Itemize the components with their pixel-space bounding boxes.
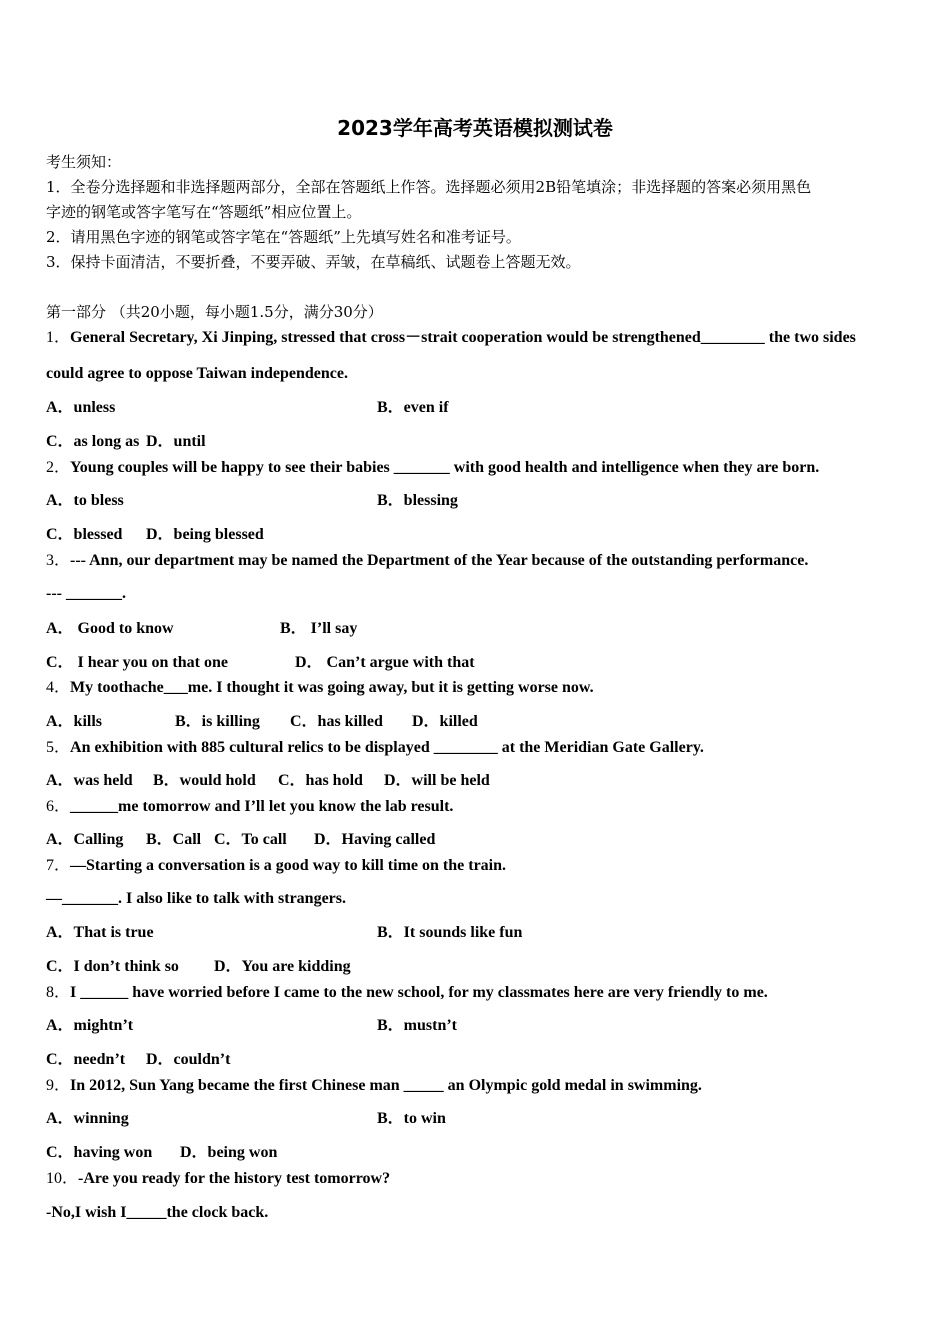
question-number: 3． [46,552,71,569]
question-9 [46,1075,702,1096]
q4-option-b: B．is killing [175,713,260,730]
question-number: 10． [46,1170,79,1187]
q5-option-b: B．would hold [153,772,256,789]
question-stem: ______me tomorrow and I’ll let you know the lab result. [70,798,454,815]
q3-option-a: A． Good to know [46,620,174,637]
q1-option-d: D．until [146,433,206,450]
question-10-reply: -No,I wish I_____the clock back. [46,1204,269,1221]
q6-option-a: A．Calling [46,831,124,848]
q9-option-a: A．winning [46,1110,129,1127]
q7-option-d: D．You are kidding [214,958,351,975]
question-8 [46,982,768,1003]
q6-option-c: C．To call [214,831,287,848]
q9-option-c: C．having won [46,1144,153,1161]
notice-line-3: 3．保持卡面清洁，不要折叠，不要弄破、弄皱，在草稿纸、试题卷上答题无效。 [46,253,581,271]
question-1 [46,327,856,348]
question-7-reply: —_______. I also like to talk with strangers. [46,890,346,907]
question-number: 6． [46,798,71,815]
q8-option-d: D．couldn’t [146,1051,231,1068]
q2-option-d: D．being blessed [146,526,264,543]
question-number: 2． [46,459,71,476]
q3-option-d: D． Can’t argue with that [295,654,475,671]
question-7 [46,855,506,876]
q3-option-c: C． I hear you on that one [46,654,228,671]
question-stem: --- Ann, our department may be named the Department of the Year because of the outstanding performance. [70,552,809,569]
q5-option-c: C．has hold [278,772,363,789]
q1-option-a: A．unless [46,399,116,416]
question-1-stem-continued: could agree to oppose Taiwan independence. [46,365,348,382]
question-number: 8． [46,984,71,1001]
q7-option-a: A．That is true [46,924,154,941]
q3-option-b: B． I’ll say [280,620,358,637]
q2-option-a: A．to bless [46,492,124,509]
q6-option-d: D．Having called [314,831,436,848]
q8-option-a: A．mightn’t [46,1017,134,1034]
question-5 [46,737,704,758]
question-number: 5． [46,739,71,756]
q8-option-c: C．needn’t [46,1051,126,1068]
q9-option-b: B．to win [377,1110,446,1127]
question-stem: An exhibition with 885 cultural relics to be displayed ________ at the Meridian Gate Gallery. [70,739,704,756]
question-number: 7． [46,857,71,874]
q2-option-b: B．blessing [377,492,458,509]
q5-option-a: A．was held [46,772,133,789]
q4-option-c: C．has killed [290,713,383,730]
q4-option-d: D．killed [412,713,478,730]
question-3-reply: --- _______. [46,585,126,602]
q4-option-a: A．kills [46,713,103,730]
question-6 [46,796,453,817]
question-4 [46,677,594,698]
page-title: 2023学年高考英语模拟测试卷 [337,116,613,140]
question-stem: -Are you ready for the history test tomorrow? [78,1170,391,1187]
q7-option-c: C．I don’t think so [46,958,179,975]
question-number: 1． [46,329,71,346]
q5-option-d: D．will be held [384,772,490,789]
q9-option-d: D．being won [180,1144,278,1161]
question-stem: Young couples will be happy to see their babies _______ with good health and intelligence when they are born. [70,459,820,476]
q1-option-c: C．as long as [46,433,140,450]
question-number: 9． [46,1077,71,1094]
notice-line-2: 2．请用黑色字迹的钢笔或答字笔在“答题纸”上先填写姓名和准考证号。 [46,228,521,246]
notice-line-1b: 字迹的钢笔或答字笔写在“答题纸”相应位置上。 [46,203,362,221]
question-10 [46,1168,390,1189]
question-stem: My toothache___me. I thought it was going away, but it is getting worse now. [70,679,594,696]
question-3 [46,550,808,571]
notice-line-1a: 1．全卷分选择题和非选择题两部分，全部在答题纸上作答。选择题必须用2B铅笔填涂；非选择题的答案必须用黑色 [46,178,812,196]
q7-option-b: B．It sounds like fun [377,924,523,941]
question-number: 4． [46,679,71,696]
question-stem: General Secretary, Xi Jinping, stressed that cross－strait cooperation would be strengthened________ the two sides [70,329,856,346]
part-one-heading: 第一部分 （共20小题，每小题1.5分，满分30分） [46,303,383,321]
q2-option-c: C．blessed [46,526,123,543]
notice-heading: 考生须知： [46,153,122,171]
q8-option-b: B．mustn’t [377,1017,458,1034]
question-stem: In 2012, Sun Yang became the first Chinese man _____ an Olympic gold medal in swimming. [70,1077,702,1094]
q1-option-b: B．even if [377,399,449,416]
q6-option-b: B．Call [146,831,202,848]
question-2 [46,457,819,478]
question-stem: —Starting a conversation is a good way to kill time on the train. [70,857,507,874]
question-stem: I ______ have worried before I came to the new school, for my classmates here are very friendly to me. [70,984,768,1001]
